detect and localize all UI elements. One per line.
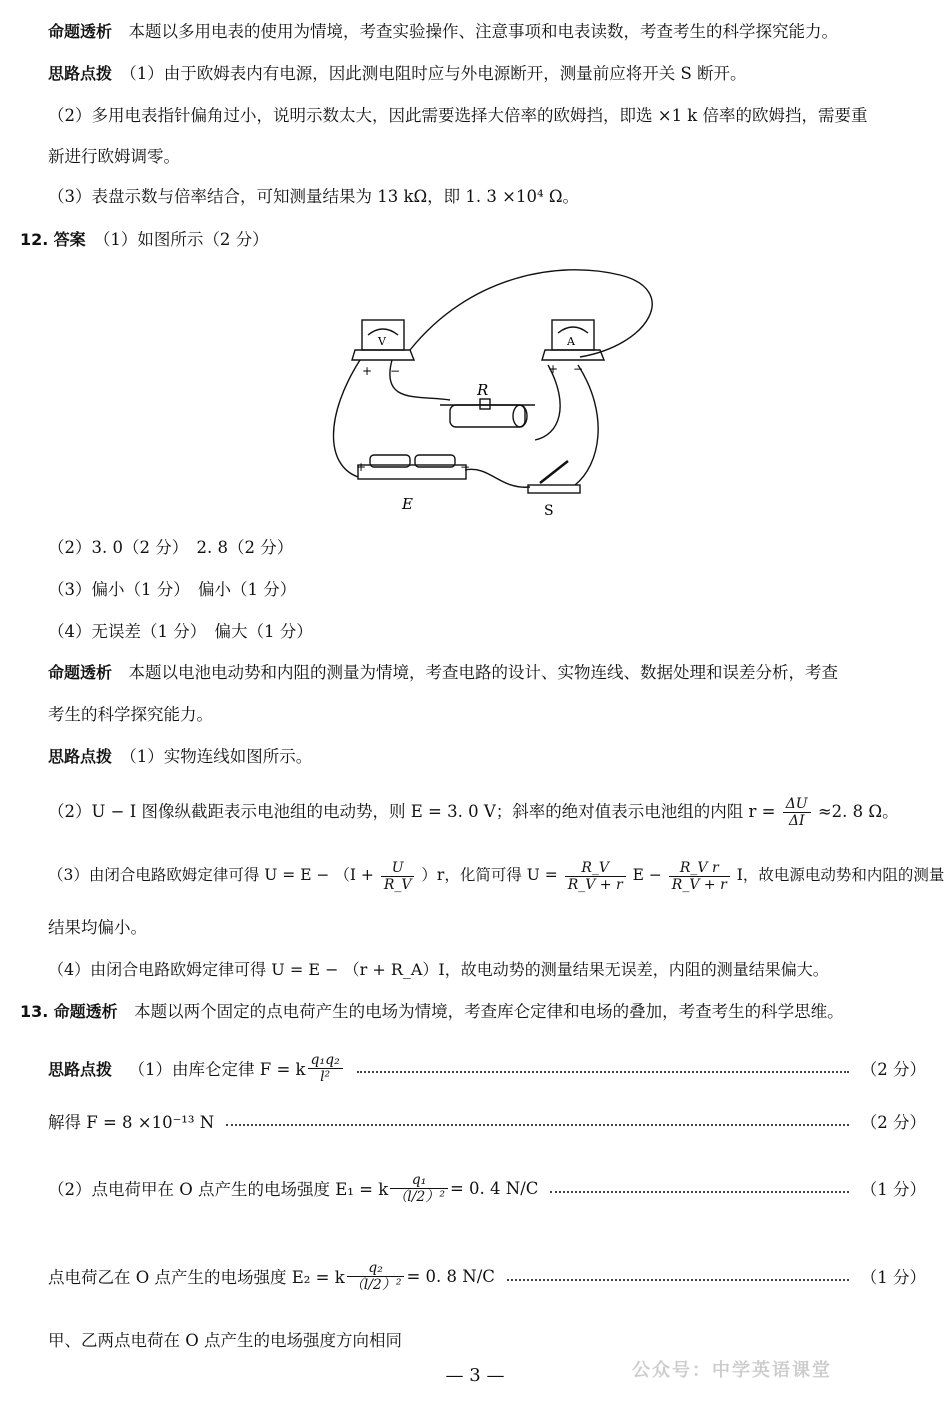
tag: 思路点拨 xyxy=(48,64,113,83)
fraction xyxy=(669,860,730,893)
tail: = 0. 8 N/C xyxy=(406,1266,495,1286)
wire xyxy=(575,365,598,485)
h3b: ）r，化简可得 U = xyxy=(421,866,558,884)
numerator: q₁ xyxy=(390,1172,448,1189)
num: 13. xyxy=(20,1002,49,1021)
numerator: q₂ xyxy=(347,1260,405,1277)
score: （2 分） xyxy=(860,1113,926,1132)
tag: 思路点拨 xyxy=(48,747,113,766)
num: 12. xyxy=(20,230,49,249)
p2-line xyxy=(48,64,747,84)
l5: 甲、乙两点电荷在 O 点产生的电场强度方向相同 xyxy=(48,1331,403,1350)
h2-line xyxy=(48,792,899,832)
leader-dots xyxy=(507,1279,849,1281)
a3: （3）偏小（1 分） 偏小（1 分） xyxy=(48,580,297,599)
numerator: q₁q₂ xyxy=(308,1052,343,1069)
label-s: S xyxy=(544,503,554,519)
h3c: E − xyxy=(632,866,662,884)
h2b: ≈2. 8 Ω。 xyxy=(817,802,899,821)
h3e: 结果均偏小。 xyxy=(48,918,147,937)
rheostat-slider xyxy=(480,399,490,409)
score: （2 分） xyxy=(860,1060,926,1079)
fraction xyxy=(308,1052,343,1085)
l4-row xyxy=(48,1248,926,1304)
switch-blade xyxy=(540,461,568,483)
denominator: R_V + r xyxy=(671,876,727,893)
p1-line xyxy=(48,22,838,42)
p3a: （2）多用电表指针偏角过小，说明示数太大，因此需要选择大倍率的欧姆挡，即选 ×1 k 倍率的欧姆挡，需要重 xyxy=(48,106,868,125)
h2a: （2）U − I 图像纵截距表示电池组的电动势，则 E = 3. 0 V；斜率的绝对值表示电池组的内阻 r = xyxy=(48,802,776,821)
numerator: ΔU xyxy=(783,796,811,813)
text: （1）由库仑定律 F = k xyxy=(128,1060,306,1079)
wire xyxy=(410,270,652,357)
minus-sign: − xyxy=(460,460,471,474)
denominator: R_V + r xyxy=(567,876,623,893)
text: 解得 F = 8 ×10⁻¹³ N xyxy=(48,1113,215,1132)
denominator: l² xyxy=(320,1068,331,1085)
tag: 命题透析 xyxy=(48,663,113,682)
p4: （3）表盘示数与倍率结合，可知测量结果为 13 kΩ，即 1. 3 ×10⁴ Ω。 xyxy=(48,187,579,206)
text: （2）点电荷甲在 O 点产生的电场强度 E₁ = k xyxy=(48,1180,389,1199)
text: （1）如图所示（2 分） xyxy=(102,230,269,249)
ammeter-base xyxy=(542,350,604,360)
plus-sign: + xyxy=(356,460,367,474)
fraction xyxy=(783,796,811,829)
numerator: R_V xyxy=(565,860,626,877)
tag: 思路点拨 xyxy=(48,1059,113,1079)
tag: 命题透析 xyxy=(53,1002,118,1021)
label-v: V xyxy=(378,335,386,348)
q12-analysis-2: 考生的科学探究能力。 xyxy=(48,705,213,724)
q13-line xyxy=(20,1002,844,1022)
text: 本题以多用电表的使用为情境，考查实验操作、注意事项和电表读数，考查考生的科学探究能力。 xyxy=(128,22,839,41)
a4: （4）无误差（1 分） 偏大（1 分） xyxy=(48,622,313,641)
h4: （4）由闭合电路欧姆定律可得 U = E − （r + R_A）I，故电动势的测量结果无误差，内阻的测量结果偏大。 xyxy=(48,960,829,979)
wire xyxy=(465,469,530,487)
q12-analysis xyxy=(48,663,838,683)
h3-line xyxy=(48,855,944,895)
tail: = 0. 4 N/C xyxy=(449,1178,539,1198)
a2: （2）3. 0（2 分） 2. 8（2 分） xyxy=(48,538,294,557)
rheostat-coil xyxy=(450,405,525,427)
q12-line xyxy=(20,230,269,250)
wire xyxy=(535,365,560,440)
text: 本题以两个固定的点电荷产生的电场为情境，考查库仑定律和电场的叠加，考查考生的科学思维。 xyxy=(134,1002,844,1021)
denominator: （l/2）² xyxy=(349,1276,402,1293)
score: （1 分） xyxy=(860,1268,926,1287)
text: （1）实物连线如图所示。 xyxy=(128,747,313,766)
ammeter-scale xyxy=(558,327,588,333)
denominator: R_V xyxy=(383,876,412,893)
l3-row xyxy=(48,1160,926,1216)
page-number: — 3 — xyxy=(445,1365,505,1386)
score: （1 分） xyxy=(860,1180,926,1199)
minus-sign: − xyxy=(390,364,401,378)
text: 本题以电池电动势和内阻的测量为情境，考查电路的设计、实物连线、数据处理和误差分析，考查 xyxy=(128,663,839,682)
text: 点电荷乙在 O 点产生的电场强度 E₂ = k xyxy=(48,1268,345,1287)
p3b: 新进行欧姆调零。 xyxy=(48,147,180,166)
minus-sign: − xyxy=(573,362,584,376)
watermark: 公众号：中学英语课堂 xyxy=(632,1360,832,1381)
label-a: A xyxy=(567,335,575,348)
fraction xyxy=(381,860,415,893)
h3d: I，故电源电动势和内阻的测量 xyxy=(736,866,945,884)
plus-sign: + xyxy=(548,362,559,376)
numerator: R_V r xyxy=(669,860,730,877)
switch-base xyxy=(528,485,580,493)
q13-hint-row xyxy=(48,1048,926,1088)
leader-dots xyxy=(357,1071,849,1073)
circuit-figure xyxy=(320,265,660,525)
q12-hint xyxy=(48,747,312,767)
text: （1）由于欧姆表内有电源，因此测电阻时应与外电源断开，测量前应将开关 S 断开。 xyxy=(128,64,747,83)
numerator: U xyxy=(381,860,415,877)
fraction xyxy=(565,860,626,893)
fraction xyxy=(390,1172,448,1205)
fraction xyxy=(347,1260,405,1293)
h3a: （3）由闭合电路欧姆定律可得 U = E − （I + xyxy=(48,866,374,884)
l2-row xyxy=(48,1111,926,1131)
leader-dots xyxy=(550,1191,848,1193)
label-r: R xyxy=(477,381,489,399)
tag: 答案 xyxy=(53,230,86,249)
denominator: （l/2）² xyxy=(393,1188,445,1205)
leader-dots xyxy=(226,1124,849,1126)
tag: 命题透析 xyxy=(48,22,113,41)
label-e: E xyxy=(402,495,413,513)
plus-sign: + xyxy=(362,364,373,378)
denominator: ΔI xyxy=(788,813,805,829)
voltmeter-base xyxy=(352,350,414,360)
